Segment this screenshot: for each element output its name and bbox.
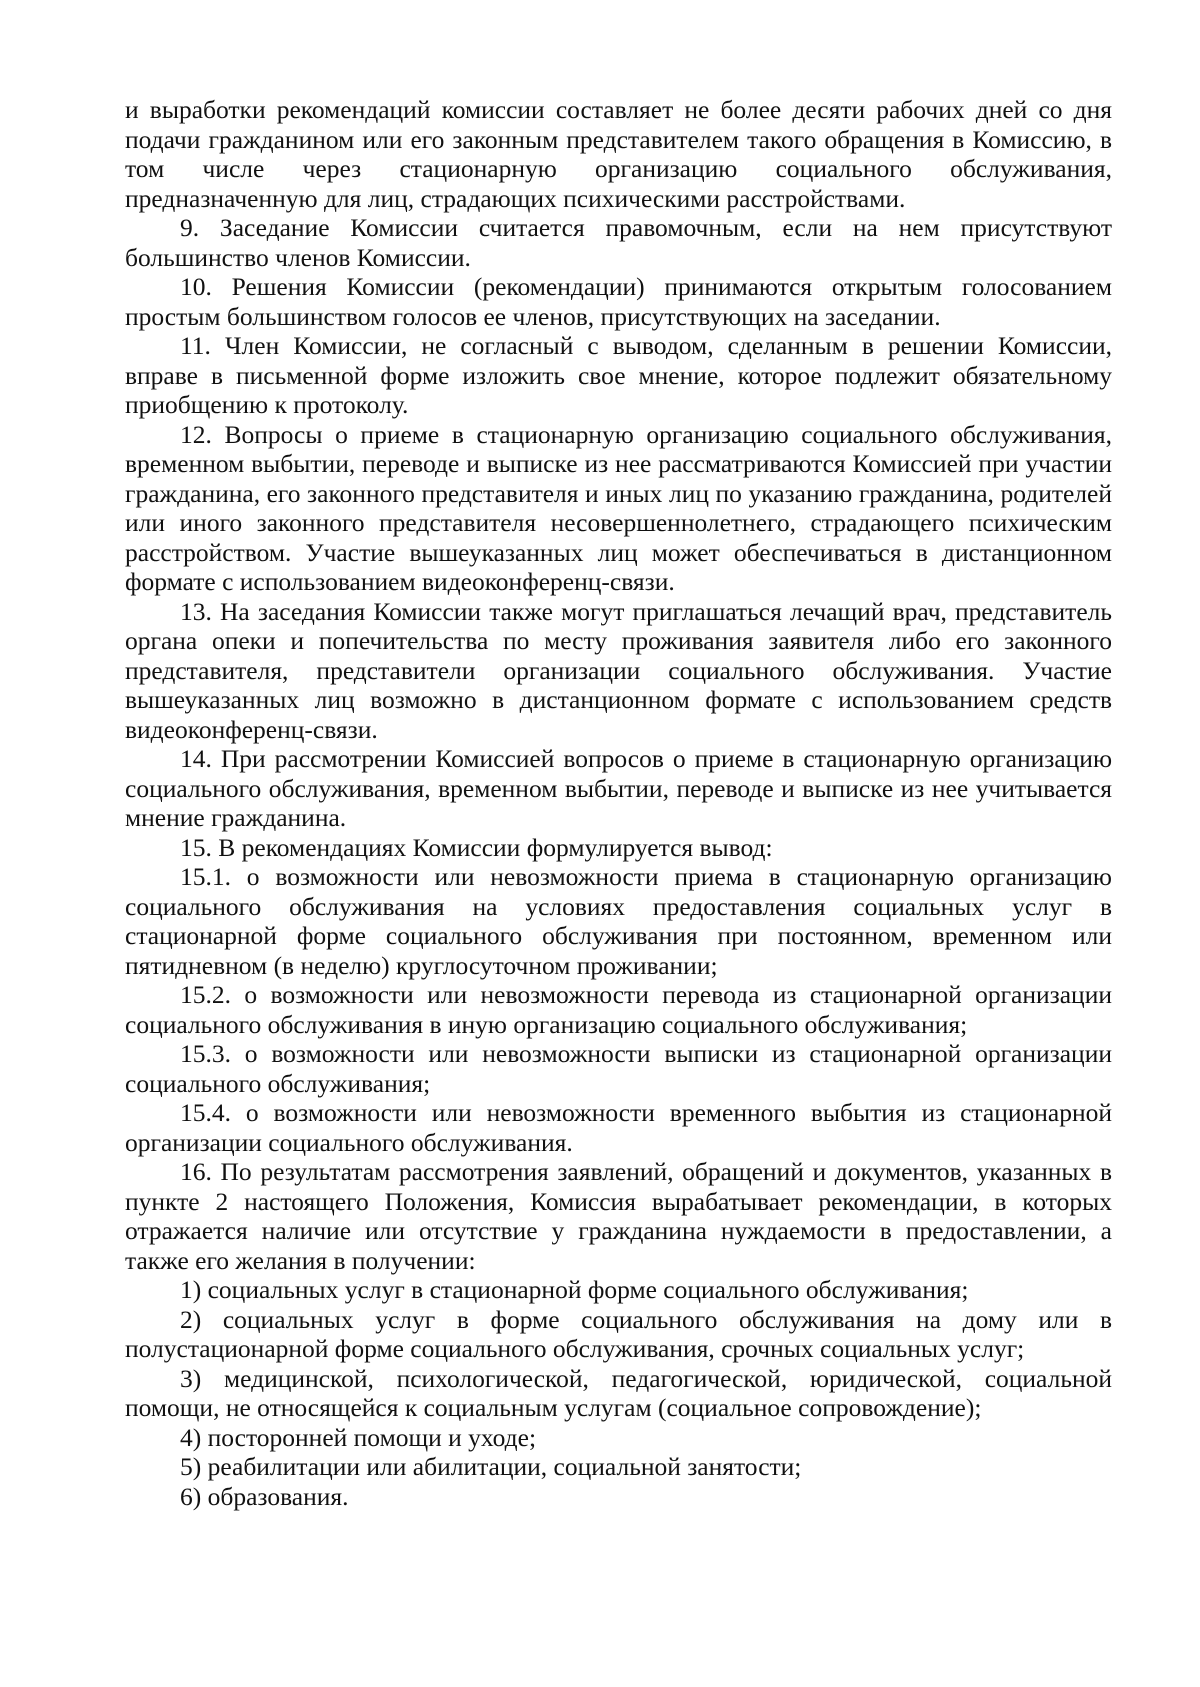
document-body: [125, 95, 1112, 1511]
paragraph-16: 16. По результатам рассмотрения заявлений, обращений и документов, указанных в пункте 2 настоящего Положения, Комиссия вырабатывает рекомендации, в которых отражается наличие или отсутствие у гражданина нуждаемости в предоставлении, а также его желания в получении:: [125, 1157, 1112, 1275]
paragraph-9: 9. Заседание Комиссии считается правомочным, если на нем присутствуют большинство членов Комиссии.: [125, 213, 1112, 272]
list-item-3: 3) медицинской, психологической, педагогической, юридической, социальной помощи, не относящейся к социальным услугам (социальное сопровождение);: [125, 1363, 1112, 1422]
paragraph-15-4: 15.4. о возможности или невозможности временного выбытия из стационарной организации социального обслуживания.: [125, 1098, 1112, 1157]
paragraph-continuation: и выработки рекомендаций комиссии составляет не более десяти рабочих дней со дня подачи гражданином или его законным представителем такого обращения в Комиссию, в том числе через стационарную организацию социального обслуживания, предназначенную для лиц, страдающих психическими расстройствами.: [125, 95, 1112, 213]
paragraph-12: 12. Вопросы о приеме в стационарную организацию социального обслуживания, временном выбытии, переводе и выписке из нее рассматриваются Комиссией при участии гражданина, его законного представителя и иных лиц по указанию гражданина, родителей или иного законного представителя несовершеннолетнего, страдающего психическим расстройством. Участие вышеуказанных лиц может обеспечиваться в дистанционном формате с использованием видеоконференц-связи.: [125, 419, 1112, 596]
list-item-1: 1) социальных услуг в стационарной форме социального обслуживания;: [180, 1275, 969, 1304]
paragraph-15: 15. В рекомендациях Комиссии формулируется вывод:: [180, 832, 773, 862]
list-item-5: 5) реабилитации или абилитации, социальной занятости;: [180, 1452, 802, 1481]
paragraph-13: 13. На заседания Комиссии также могут приглашаться лечащий врач, представитель органа опеки и попечительства по месту проживания заявителя либо его законного представителя, представители организации социального обслуживания. Участие вышеуказанных лиц возможно в дистанционном формате с использованием средств видеоконференц-связи.: [125, 596, 1112, 744]
paragraph-11: 11. Член Комиссии, не согласный с выводом, сделанным в решении Комиссии, вправе в письменной форме изложить свое мнение, которое подлежит обязательному приобщению к протоколу.: [125, 331, 1112, 419]
list-item-6: 6) образования.: [180, 1481, 349, 1511]
paragraph-15-3: 15.3. о возможности или невозможности выписки из стационарной организации социального обслуживания;: [125, 1039, 1112, 1098]
paragraph-10: 10. Решения Комиссии (рекомендации) принимаются открытым голосованием простым большинством голосов ее членов, присутствующих на заседании.: [125, 272, 1112, 331]
paragraph-15-2: 15.2. о возможности или невозможности перевода из стационарной организации социального обслуживания в иную организацию социального обслуживания;: [125, 980, 1112, 1039]
list-item-4: 4) посторонней помощи и уходе;: [180, 1422, 537, 1452]
paragraph-14: 14. При рассмотрении Комиссией вопросов о приеме в стационарную организацию социального обслуживания, временном выбытии, переводе и выписке из нее учитывается мнение гражданина.: [125, 744, 1112, 832]
list-item-2: 2) социальных услуг в форме социального обслуживания на дому или в полустационарной форме социального обслуживания, срочных социальных услуг;: [125, 1304, 1112, 1363]
paragraph-15-1: 15.1. о возможности или невозможности приема в стационарную организацию социального обслуживания на условиях предоставления социальных услуг в стационарной форме социального обслуживания при постоянном, временном или пятидневном (в неделю) круглосуточном проживании;: [125, 862, 1112, 980]
